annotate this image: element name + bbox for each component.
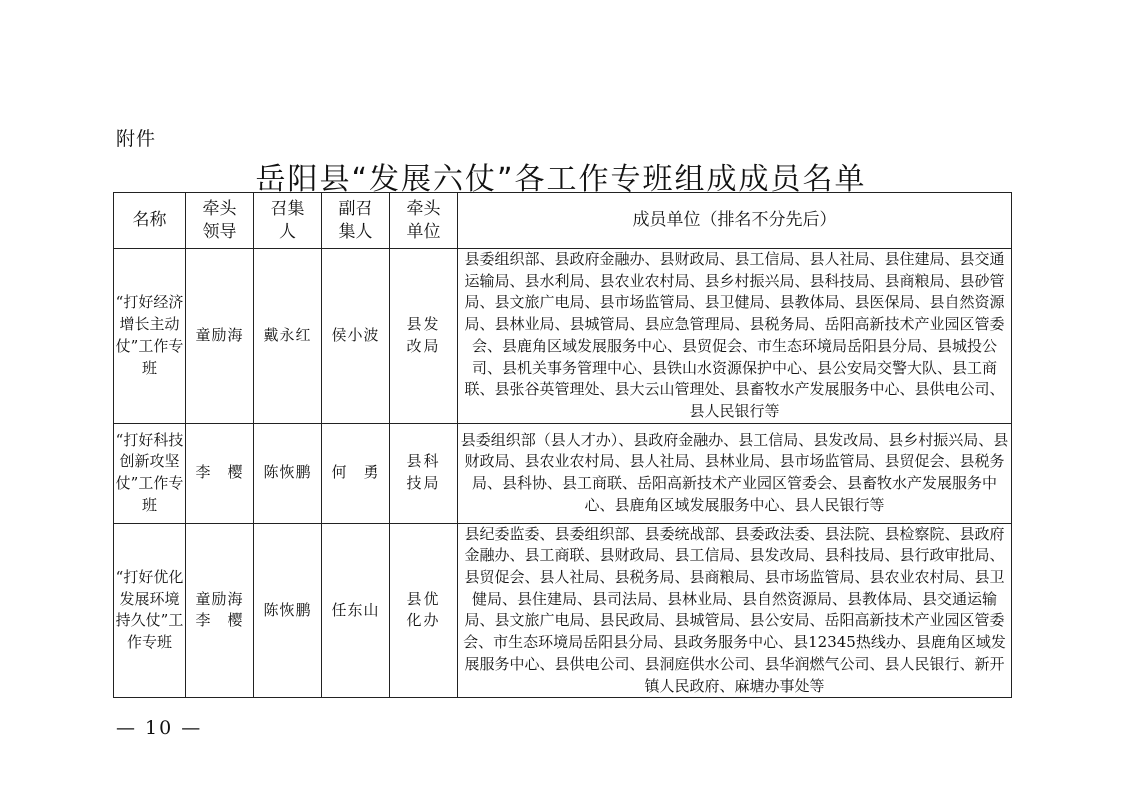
header-lead-unit <box>390 193 458 249</box>
row-name: “打好经济增长主动仗”工作专班 <box>114 249 186 424</box>
header-lead-leader <box>186 193 254 249</box>
row-lead-unit <box>390 523 458 698</box>
row-lead-unit-text: 县优化办 <box>406 589 441 630</box>
table-header-row <box>114 193 1012 249</box>
row-member-units: 县委组织部（县人才办）、县政府金融办、县工信局、县发改局、县乡村振兴局、县财政局、县农业农村局、县人社局、县林业局、县市场监管局、县贸促会、县税务局、县科协、县工商联、岳阳高新技术产业园区管委会、县畜牧水产发展服务中心、县鹿角区域发展服务中心、县人民银行等 <box>458 423 1012 523</box>
row-lead-unit <box>390 423 458 523</box>
header-deputy-convener-text: 副召集人 <box>338 198 373 242</box>
header-member-units: 成员单位（排名不分先后） <box>458 193 1012 249</box>
row-lead-unit <box>390 249 458 424</box>
header-lead-unit-text: 牵头单位 <box>406 198 441 242</box>
row-convener: 戴永红 <box>254 249 322 424</box>
member-table <box>113 192 1012 698</box>
row-convener: 陈恢鹏 <box>254 423 322 523</box>
header-name: 名称 <box>114 193 186 249</box>
table-row <box>114 423 1012 523</box>
row-member-units: 县委组织部、县政府金融办、县财政局、县工信局、县人社局、县住建局、县交通运输局、县水利局、县农业农村局、县乡村振兴局、县科技局、县商粮局、县砂管局、县文旅广电局、县市场监管局、县卫健局、县教体局、县医保局、县自然资源局、县林业局、县城管局、县应急管理局、县税务局、岳阳高新技术产业园区管委会、县鹿角区域发展服务中心、县贸促会、市生态环境局岳阳县分局、县城投公司、县机关事务管理中心、县铁山水资源保护中心、县公安局交警大队、县工商联、县张谷英管理处、县大云山管理处、县畜牧水产发展服务中心、县供电公司、县人民银行等 <box>458 249 1012 424</box>
row-convener: 陈恢鹏 <box>254 523 322 698</box>
row-deputy-convener: 侯小波 <box>322 249 390 424</box>
row-lead-unit-text: 县发改局 <box>406 315 441 355</box>
row-deputy-convener: 任东山 <box>322 523 390 698</box>
row-deputy-convener: 何 勇 <box>322 423 390 523</box>
row-lead-leader: 李 樱 <box>186 423 254 523</box>
row-lead-unit-text: 县科技局 <box>406 452 441 493</box>
page-number: — 10 — <box>116 717 203 739</box>
row-name: “打好优化发展环境持久仗”工作专班 <box>114 523 186 698</box>
table-row <box>114 523 1012 698</box>
header-convener-text: 召集人 <box>270 198 305 242</box>
row-name: “打好科技创新攻坚仗”工作专班 <box>114 423 186 523</box>
header-lead-leader-text: 牵头领导 <box>202 198 237 242</box>
row-lead-leader: 童励海 <box>186 249 254 424</box>
table-row <box>114 249 1012 424</box>
attachment-label: 附件 <box>116 128 157 150</box>
row-lead-leader: 童励海 李 樱 <box>186 523 254 698</box>
header-deputy-convener <box>322 193 390 249</box>
page-title: 岳阳县“发展六仗”各工作专班组成成员名单 <box>255 162 867 197</box>
row-member-units: 县纪委监委、县委组织部、县委统战部、县委政法委、县法院、县检察院、县政府金融办、县工商联、县财政局、县工信局、县发改局、县科技局、县行政审批局、县贸促会、县人社局、县税务局、县商粮局、县市场监管局、县农业农村局、县卫健局、县住建局、县司法局、县林业局、县自然资源局、县教体局、县交通运输局、县文旅广电局、县民政局、县城管局、县公安局、岳阳高新技术产业园区管委会、市生态环境局岳阳县分局、县政务服务中心、县12345热线办、县鹿角区域发展服务中心、县供电公司、县洞庭供水公司、县华润燃气公司、县人民银行、新开镇人民政府、麻塘办事处等 <box>458 523 1012 698</box>
header-convener <box>254 193 322 249</box>
